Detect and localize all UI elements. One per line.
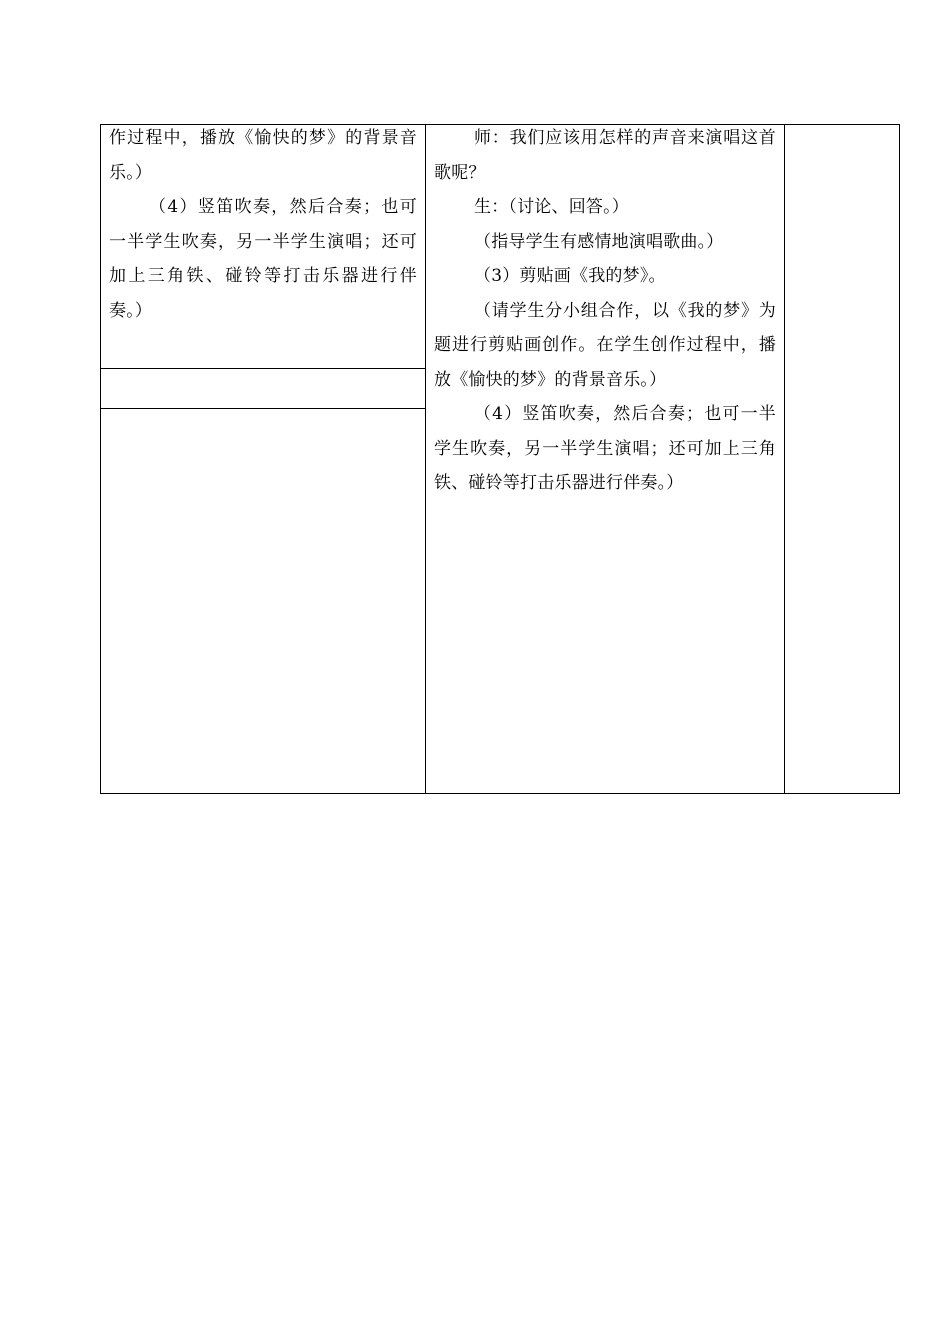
middle-cell-paragraph: 生：（讨论、回答。） [474, 197, 629, 217]
left-cell-paragraph: 作过程中，播放《愉快的梦》的背景音乐。） [109, 128, 417, 183]
right-cell-empty [785, 125, 899, 793]
middle-cell-paragraph: （指导学生有感情地演唱歌曲。） [474, 231, 724, 252]
left-cell-row-divider-2 [100, 408, 425, 409]
left-cell-paragraph: （4）竖笛吹奏，然后合奏；也可一半学生吹奏，另一半学生演唱；还可加上三角铁、碰铃等打击乐器进行伴奏。） [109, 197, 417, 321]
middle-cell-paragraph: （请学生分小组合作，以《我的梦》为题进行剪贴画创作。在学生创作过程中，播放《愉快的梦》的背景音乐。） [434, 300, 776, 390]
middle-cell-content [434, 121, 776, 501]
table-left-border [100, 124, 101, 794]
left-cell-content [109, 121, 417, 328]
left-cell-row-divider-1 [100, 368, 425, 369]
table-column-divider-1 [425, 124, 426, 794]
table-bottom-border [100, 793, 900, 794]
middle-cell-paragraph: 师：我们应该用怎样的声音来演唱这首歌呢？ [434, 128, 776, 183]
table-right-border [899, 124, 900, 794]
middle-cell-paragraph: （3）剪贴画《我的梦》。 [474, 266, 666, 286]
middle-cell-paragraph: （4）竖笛吹奏，然后合奏；也可一半学生吹奏，另一半学生演唱；还可加上三角铁、碰铃等打击乐器进行伴奏。） [434, 404, 776, 493]
